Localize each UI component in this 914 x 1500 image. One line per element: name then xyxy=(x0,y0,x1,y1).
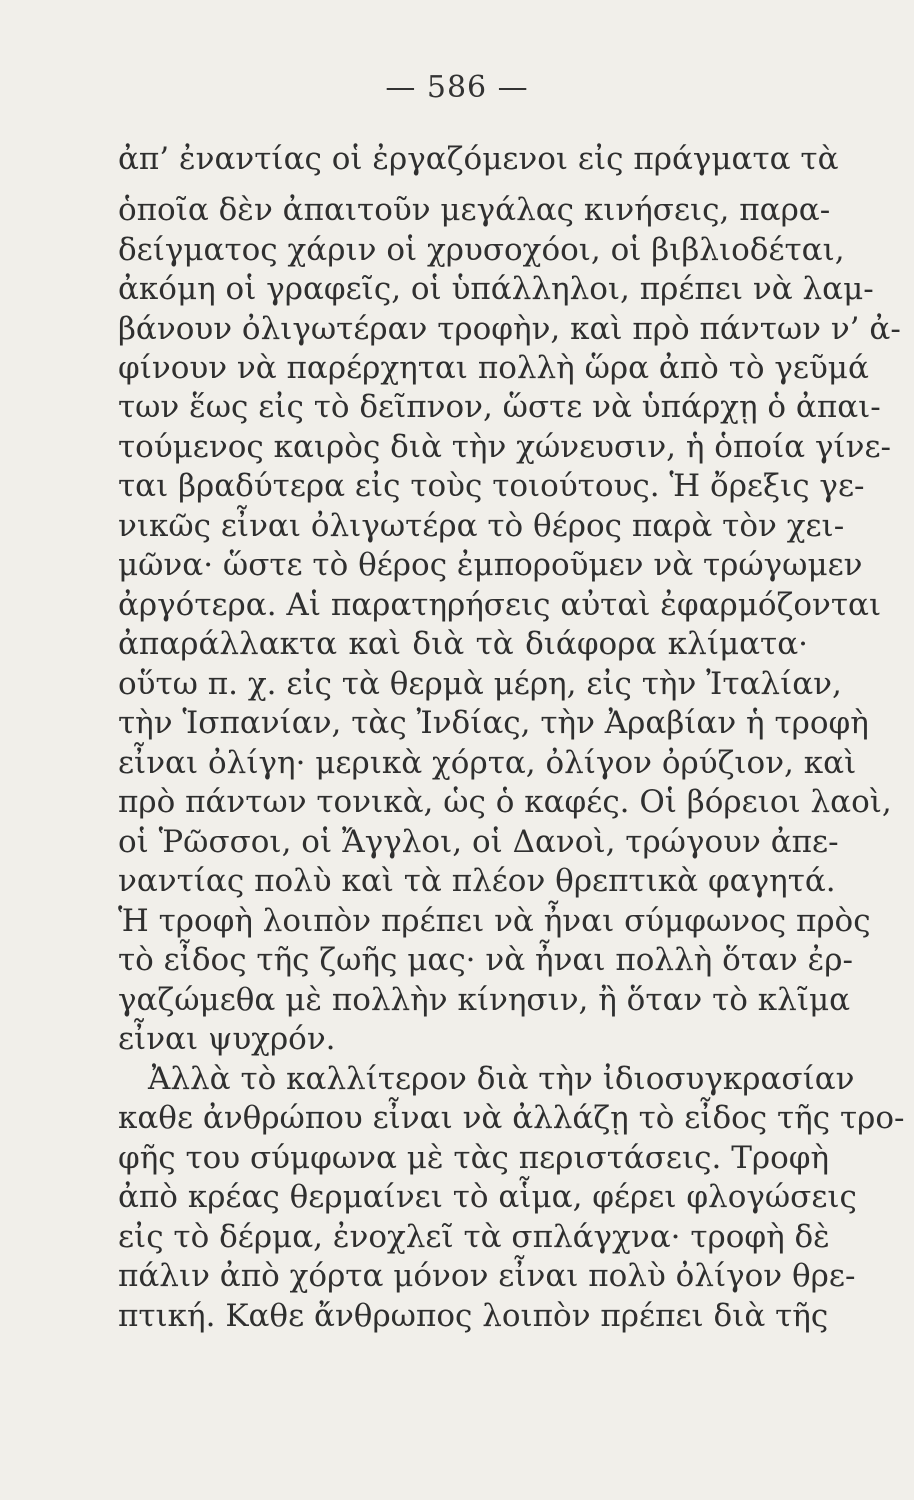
text-line-23: εἶναι ψυχρόν. xyxy=(118,1021,336,1057)
text-line-28: εἰς τὸ δέρμα, ἐνοχλεῖ τὰ σπλάγχνα· τροφὴ δὲ xyxy=(118,1219,830,1255)
text-line-8: τούμενος καιρὸς διὰ τὴν χώνευσιν, ἡ ὁποία γίνε- xyxy=(118,429,892,465)
text-line-27: ἀπὸ κρέας θερμαίνει τὸ αἷμα, φέρει φλογώσεις xyxy=(118,1179,857,1215)
text-line-17: πρὸ πάντων τονικὰ, ὡς ὁ καφές. Οἱ βόρειοι λαοὶ, xyxy=(118,784,892,820)
text-line-10: νικῶς εἶναι ὀλιγωτέρα τὸ θέρος παρὰ τὸν χει- xyxy=(118,508,845,544)
text-line-3: δείγματος χάριν οἱ χρυσοχόοι, οἱ βιβλιοδέται, xyxy=(118,232,845,268)
text-line-6: φίνουν νὰ παρέρχηται πολλὴ ὥρα ἀπὸ τὸ γεῦμά xyxy=(118,350,869,386)
text-line-9: ται βραδύτερα εἰς τοὺς τοιούτους. Ἡ ὄρεξις γε- xyxy=(118,468,865,504)
text-line-11: μῶνα· ὥστε τὸ θέρος ἐμποροῦμεν νὰ τρώγωμεν xyxy=(118,547,863,583)
text-line-1: ἀπ’ ἐναντίας οἱ ἐργαζόμενοι εἰς πράγματα τὰ xyxy=(118,141,839,177)
text-line-19: ναντίας πολὺ καὶ τὰ πλέον θρεπτικὰ φαγητά. xyxy=(118,863,836,899)
page-number: — 586 — xyxy=(385,70,529,105)
text-line-16: εἶναι ὀλίγη· μερικὰ χόρτα, ὀλίγον ὀρύζιον, καὶ xyxy=(118,745,857,781)
text-line-7: των ἕως εἰς τὸ δεῖπνον, ὥστε νὰ ὑπάρχῃ ὁ ἀπαι- xyxy=(118,389,881,425)
text-line-14: οὕτω π. χ. εἰς τὰ θερμὰ μέρη, εἰς τὴν Ἰταλίαν, xyxy=(118,666,842,702)
text-line-22: γαζώμεθα μὲ πολλὴν κίνησιν, ἢ ὅταν τὸ κλῖμα xyxy=(118,982,851,1018)
text-line-4: ἀκόμη οἱ γραφεῖς, οἱ ὑπάλληλοι, πρέπει νὰ λαμ- xyxy=(118,271,874,307)
text-line-26: φῆς του σύμφωνα μὲ τὰς περιστάσεις. Τροφὴ xyxy=(118,1140,830,1176)
paragraph-2-line-1: Ἀλλὰ τὸ καλλίτερον διὰ τὴν ἰδιοσυγκρασίαν xyxy=(148,1061,855,1097)
text-line-21: τὸ εἶδος τῆς ζωῆς μας· νὰ ἦναι πολλὴ ὅταν ἐρ- xyxy=(118,942,853,978)
text-line-18: οἱ Ῥῶσσοι, οἱ Ἄγγλοι, οἱ Δανοὶ, τρώγουν ἀπε- xyxy=(118,824,839,860)
text-line-30: πτική. Καθε ἄνθρωπος λοιπὸν πρέπει διὰ τῆς xyxy=(118,1298,829,1334)
text-line-13: ἀπαράλλακτα καὶ διὰ τὰ διάφορα κλίματα· xyxy=(118,626,808,662)
text-line-5: βάνουν ὀλιγωτέραν τροφὴν, καὶ πρὸ πάντων ν’ ἀ- xyxy=(118,311,901,347)
text-line-20: Ἡ τροφὴ λοιπὸν πρέπει νὰ ἦναι σύμφωνος πρὸς xyxy=(118,903,871,939)
text-line-29: πάλιν ἀπὸ χόρτα μόνον εἶναι πολὺ ὀλίγον θρε- xyxy=(118,1258,856,1294)
text-line-15: τὴν Ἱσπανίαν, τὰς Ἰνδίας, τὴν Ἀραβίαν ἡ τροφὴ xyxy=(118,705,869,741)
text-line-2: ὁποῖα δὲν ἀπαιτοῦν μεγάλας κινήσεις, παρα- xyxy=(118,192,831,228)
text-line-12: ἀργότερα. Αἱ παρατηρήσεις αὐταὶ ἐφαρμόζονται xyxy=(118,587,882,623)
text-line-25: καθε ἀνθρώπου εἶναι νὰ ἀλλάζῃ τὸ εἶδος τῆς τρο- xyxy=(118,1100,905,1136)
